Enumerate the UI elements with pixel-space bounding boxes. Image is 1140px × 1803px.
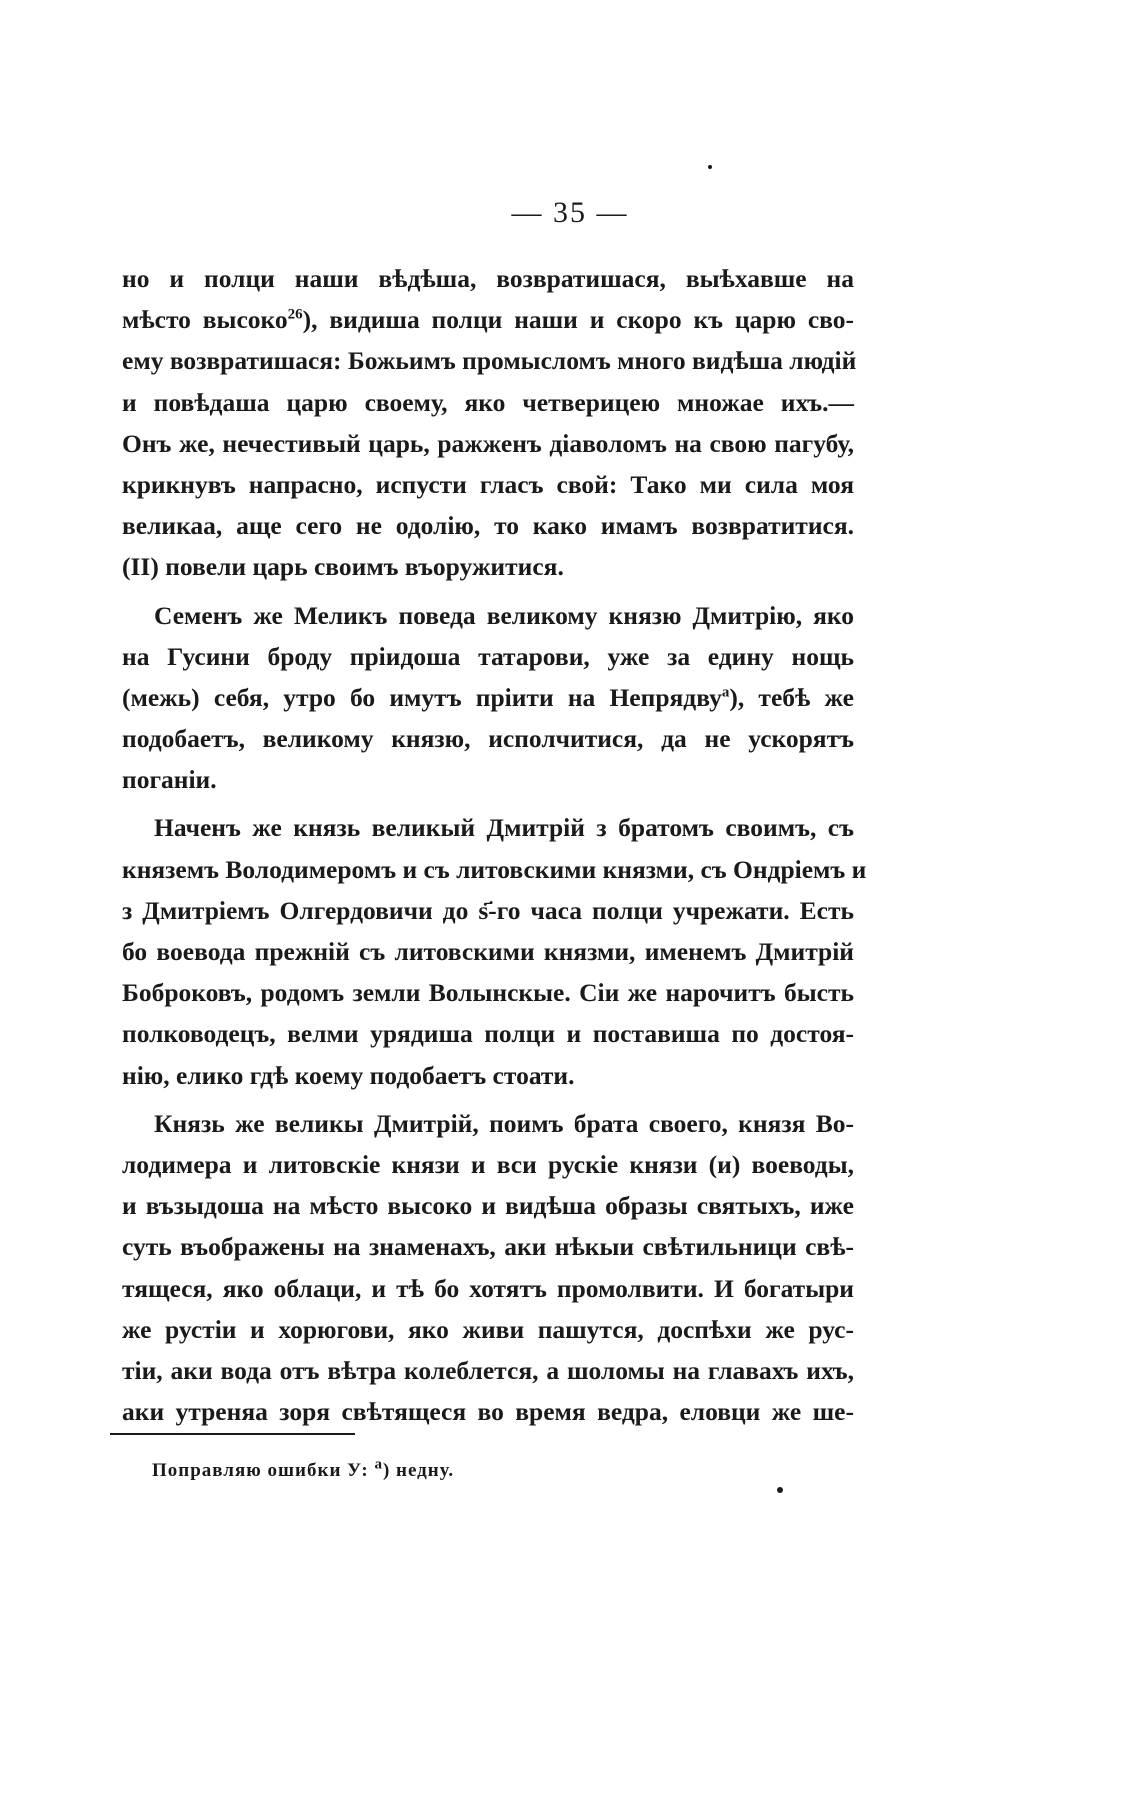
- text-line: полководецъ, велми урядиша полци и поставиша по достоя-: [122, 1019, 854, 1049]
- text-line: Наченъ же князь великый Дмитрій з братомъ своимъ, съ: [154, 813, 854, 843]
- page-number: — 35 —: [511, 196, 629, 229]
- text-line: тіи, аки вода отъ вѣтра колеблется, а шоломы на главахъ ихъ,: [122, 1355, 854, 1385]
- text-line: лодимера и литовскіе князи и вси рускіе князи (и) воеводы,: [122, 1149, 854, 1179]
- text-line: подобаетъ, великому князю, исполчитися, да не ускорятъ: [122, 724, 854, 754]
- text-line: ему возвратишася: Божьимъ промысломъ много видѣша людій: [122, 346, 857, 376]
- text-line: поганіи.: [122, 765, 217, 795]
- text-line: крикнувъ напрасно, испусти гласъ свой: Тако ми сила моя: [122, 469, 854, 499]
- text-line: Боброковъ, родомъ земли Волынскые. Сіи же нарочитъ бысть: [122, 978, 854, 1008]
- text-line: на Гусини броду пріидоша татарови, уже за едину нощь: [122, 641, 854, 671]
- text-line: и повѣдаша царю своему, яко четверицею множае ихъ.—: [122, 387, 854, 417]
- text-line: нію, елико гдѣ коему подобаетъ стоати.: [122, 1060, 575, 1090]
- footnote-ref: 26: [287, 306, 303, 323]
- text-line: бо воевода прежній съ литовскими князми, именемъ Дмитрій: [122, 937, 854, 966]
- text-line: (II) повели царь своимъ въоружитися.: [122, 552, 564, 582]
- footnote: Поправляю ошибки У: $^а$) недну.: [152, 1456, 455, 1481]
- text-line: же рустіи и хорюгови, яко живи пашутся, доспѣхи же рус-: [122, 1314, 854, 1344]
- text-line: суть въображены на знаменахъ, аки нѣкыи свѣтильници свѣ-: [122, 1232, 854, 1262]
- text-line: и възыдоша на мѣсто высоко и видѣша образы святыхъ, иже: [122, 1191, 854, 1221]
- text-line: з Дмитріемъ Олгердовичи до ѕ҃-го часа полци учрежати. Есть: [122, 895, 854, 925]
- text-line: но и полци наши вѣдѣша, возвратишася, выѣхавше на: [122, 264, 854, 293]
- footnote-mark: а: [374, 1456, 383, 1473]
- text-line: Семенъ же Меликъ поведа великому князю Дмитрію, яко: [154, 600, 854, 630]
- footnote-divider: [110, 1433, 355, 1435]
- text-line: Князь же великы Дмитрій, поимъ брата своего, князя Во-: [154, 1108, 854, 1138]
- scan-speck: [777, 1487, 783, 1493]
- text-line: Онъ же, нечестивый царь, ражженъ діаволомъ на свою пагубу,: [122, 428, 854, 458]
- text-line: (межь) себя, утро бо имутъ пріити на Непрядву$^а$), тебѣ же: [122, 682, 854, 712]
- text-line: тящеся, яко облаци, и тѣ бо хотятъ промолвити. И богатыри: [122, 1273, 854, 1303]
- body-text: [122, 258, 867, 1432]
- text-line: великаа, аще сего не одолію, то како имамъ возвратитися.: [122, 511, 854, 541]
- text-line: аки утреняа зоря свѣтящеся во время ведра, еловци же ше-: [122, 1397, 854, 1427]
- footnote-ref: а: [721, 684, 730, 701]
- text-line: мѣсто высоко$^{26}$), видиша полци наши и скоро къ царю сво-: [122, 305, 854, 335]
- scan-speck: [708, 165, 712, 169]
- text-line: княземъ Володимеромъ и съ литовскими князми, съ Ондріемъ и: [122, 854, 867, 884]
